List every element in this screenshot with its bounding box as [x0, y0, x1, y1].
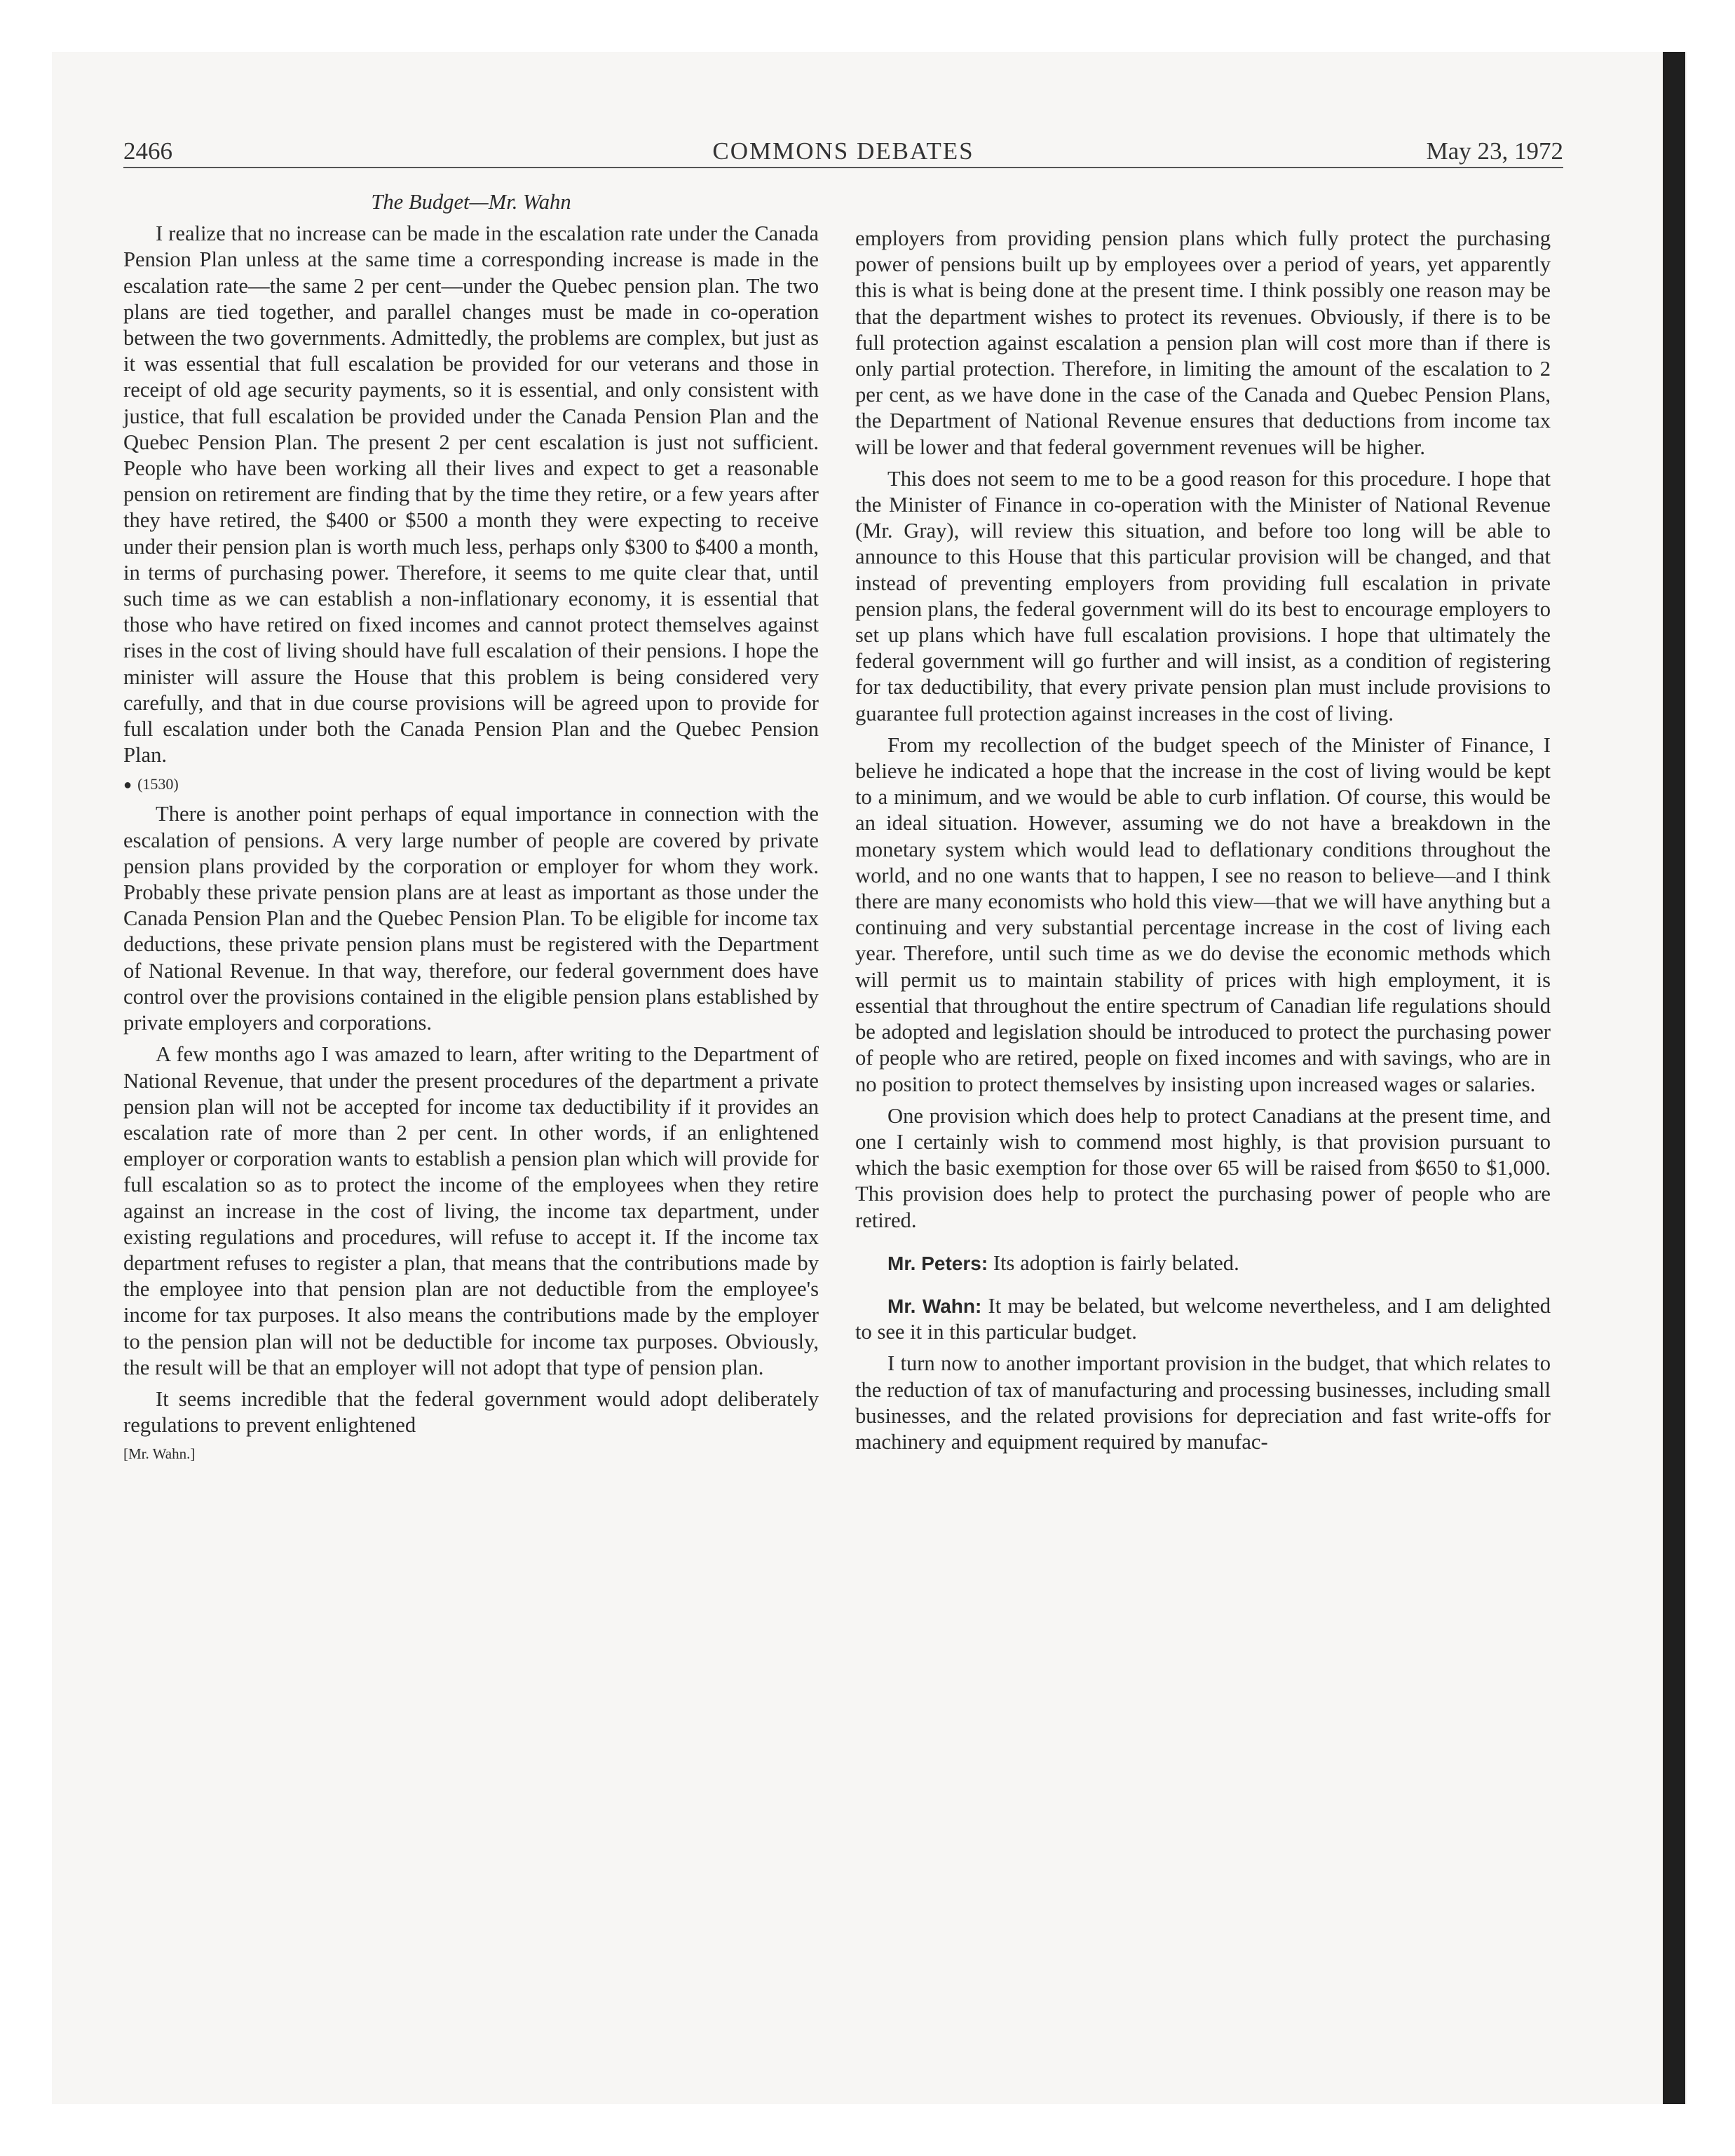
paragraph: I turn now to another important provision in the budget, that which relates to the reduction of tax of manufacturing and processing businesses, including small businesses, and the related provisions for depreciation and fast write-offs for machinery and equipment required by manufac-	[855, 1351, 1551, 1454]
speaker-remark: It may be belated, but welcome nevertheless, and I am delighted to see it in this particular budget.	[855, 1293, 1551, 1344]
paragraph: This does not seem to me to be a good reason for this procedure. I hope that the Minister of Finance in co-operation with the Minister of National Revenue (Mr. Gray), will review this situation, and before too long will be able to announce to this House that this particular provision will be changed, and that instead of preventing employers from providing full escalation in private pension plans, the federal government will do its best to encourage employers to set up plans which have full escalation provisions. I hope that ultimately the federal government will go further and will insist, as a condition of registering for tax deductibility, that every private pension plan must include provisions to guarantee full protection against increases in the cost of living.	[855, 466, 1551, 725]
bullet-icon: ●	[123, 777, 132, 793]
speaker-remark: Its adoption is fairly belated.	[993, 1250, 1239, 1275]
speaker-name: Mr. Peters:	[887, 1252, 988, 1274]
paragraph: A few months ago I was amazed to learn, after writing to the Department of National Revenue, that under the present procedures of the department a private pension plan will not be accepted for income tax deductibility if it provides an escalation rate of more than 2 per cent. In other words, if an enlightened employer or corporation wants to establish a pension plan which will provide for full escalation so as to protect the income of the employees when they retire against an increase in the cost of living, the income tax department, under existing regulations and procedures, will refuse to accept it. If the income tax department refuses to register a plan, that means that the contributions made by the employee into that pension plan are not deductible from the employee's income for tax purposes. It also means the contributions made by the employer to the pension plan will not be deductible for income tax purposes. Obviously, the result will be that an employer will not adopt that type of pension plan.	[123, 1042, 819, 1379]
speaker-name: Mr. Wahn:	[887, 1295, 982, 1317]
time-marker-text: (1530)	[137, 775, 179, 793]
exchange-wahn	[855, 1293, 1551, 1345]
publication-date: May 23, 1972	[1426, 137, 1563, 165]
paragraph: From my recollection of the budget speech of the Minister of Finance, I believe he indicated a hope that the increase in the cost of living would be kept to a minimum, and we would be able to curb inflation. Of course, this would be an ideal situation. However, assuming we do not have a breakdown in the monetary system which would lead to deflationary conditions throughout the world, and no one wants that to happen, I see no reason to believe—and I think there are many economists who hold this view—that we will have anything but a continuing and very substantial percentage increase in the cost of living each year. Therefore, until such time as we do devise the economic methods which will permit us to maintain stability of prices with high employment, it is essential that throughout the entire spectrum of Canadian life regulations should be adopted and legislation should be introduced to protect the purchasing power of people who are retired, people on fixed incomes and with savings, who are in no position to protect themselves by insisting upon increased wages or salaries.	[855, 732, 1551, 1096]
left-column	[123, 189, 819, 1464]
paragraph: It seems incredible that the federal government would adopt deliberately regulations to prevent enlightened	[123, 1386, 819, 1438]
scan-edge-bar	[1663, 52, 1685, 2104]
paragraph: One provision which does help to protect Canadians at the present time, and one I certainly wish to commend most highly, is that provision pursuant to which the basic exemption for those over 65 will be raised from $650 to $1,000. This provision does help to protect the purchasing power of people who are retired.	[855, 1103, 1551, 1232]
header-rule	[123, 167, 1563, 168]
paragraph: There is another point perhaps of equal importance in connection with the escalation of pensions. A very large number of people are covered by private pension plans provided by the corporation or employer for whom they work. Probably these private pension plans are at least as important as those under the Canada Pension Plan and the Quebec Pension Plan. To be eligible for income tax deductions, these private pension plans must be registered with the Department of National Revenue. In that way, therefore, our federal government does have control over the provisions contained in the eligible pension plans established by private employers and corporations.	[123, 802, 819, 1035]
exchange-peters	[855, 1250, 1551, 1276]
speaker-footer-tag: [Mr. Wahn.]	[123, 1445, 196, 1463]
right-column	[855, 226, 1551, 1455]
time-marker	[123, 774, 819, 796]
paragraph: I realize that no increase can be made in the escalation rate under the Canada Pension Plan unless at the same time a corresponding increase is made in the escalation rate—the same 2 per cent—under the Quebec pension plan. The two plans are tied together, and parallel changes must be made in co-operation between the two governments. Admittedly, the problems are complex, but just as it was essential that full escalation be provided for our veterans and those in receipt of old age security payments, so it is essential, and only consistent with justice, that full escalation be provided under the Canada Pension Plan and the Quebec Pension Plan. The present 2 per cent escalation is just not sufficient. People who have been working all their lives and expect to get a reasonable pension on retirement are finding that by the time they retire, or a few years after they have retired, the $400 or $500 a month they were expecting to receive under their pension plan is worth much less, perhaps only $300 to $400 a month, in terms of purchasing power. Therefore, it seems to me quite clear that, until such time as we can establish a non-inflationary economy, it is essential that those who have retired on fixed incomes and cannot protect themselves against rises in the cost of living should have full escalation of their pensions. I hope the minister will assure the House that this problem is being considered very carefully, and that in due course provisions will be agreed upon to provide for full escalation under both the Canada Pension Plan and the Quebec Pension Plan.	[123, 221, 819, 767]
section-subheading: The Budget—Mr. Wahn	[371, 190, 571, 214]
paragraph: employers from providing pension plans which fully protect the purchasing power of pensions built up by employees over a period of years, yet apparently this is what is being done at the present time. I think possibly one reason may be that the department wishes to protect its revenues. Obviously, if there is to be full protection against escalation a pension plan will cost more than if there is only partial protection. Therefore, in limiting the amount of the escalation to 2 per cent, as we have done in the case of the Canada and Quebec Pension Plans, the Department of National Revenue ensures that deductions from income tax will be lower and that federal government revenues will be higher.	[855, 226, 1551, 459]
publication-title: COMMONS DEBATES	[712, 137, 974, 165]
page-header	[123, 137, 1563, 168]
page-number: 2466	[123, 137, 172, 165]
